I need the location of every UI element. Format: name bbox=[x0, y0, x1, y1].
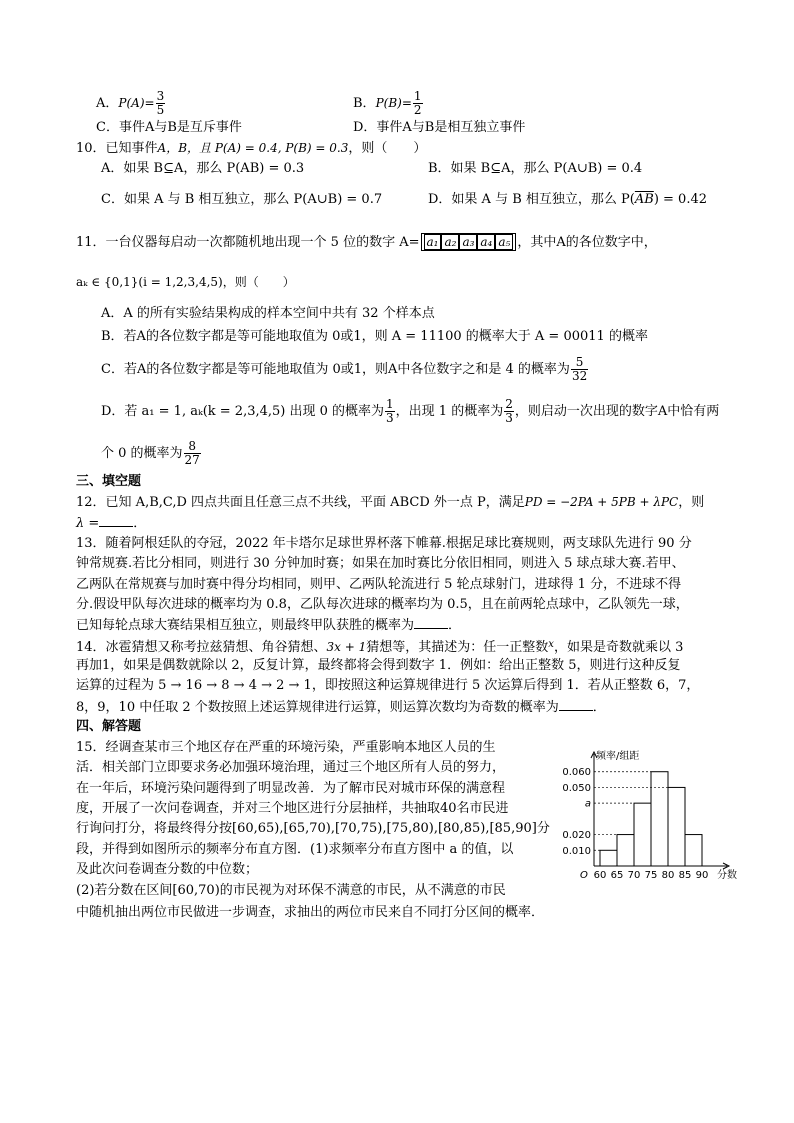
y-tick-label: 0.060 bbox=[562, 767, 591, 779]
numerator: 1 bbox=[386, 397, 394, 411]
q14-line: 运算的过程为 5 → 16 → 8 → 4 → 2 → 1，即按照这种运算规律进行 5 次运算后得到 1．若从正整数 6，7， bbox=[76, 678, 700, 693]
denominator: 3 bbox=[386, 411, 394, 425]
q15-line: 中随机抽出两位市民做进一步调查，求抽出的两位市民来自不同打分区间的概率． bbox=[76, 905, 545, 920]
answer-blank[interactable] bbox=[559, 698, 593, 711]
histogram-bar bbox=[634, 803, 651, 866]
q12-text-end: ，则 bbox=[678, 495, 705, 510]
fraction bbox=[504, 398, 514, 425]
q13-line: 已知每轮点球大赛结果相互独立，则最终甲队获胜的概率为 ． bbox=[76, 618, 462, 633]
q11-condition: aₖ ∈ {0,1}(i = 1,2,3,4,5)，则（ ） bbox=[76, 275, 295, 289]
q15-line: 及此次问卷调查分数的中位数； bbox=[76, 862, 259, 877]
q10-stem-prefix: 10．已知事件 bbox=[76, 141, 158, 156]
numerator: 2 bbox=[505, 397, 513, 411]
option-label: B． bbox=[353, 96, 376, 111]
q15-line: 度，开展了一次问卷调查，并对三个地区进行分层抽样，共抽取40名市民进 bbox=[76, 801, 509, 816]
q12-line1 bbox=[76, 493, 704, 512]
q10-stem-suffix: ，则（ ） bbox=[348, 141, 427, 156]
q10-option-b[interactable]: B．如果 B⊆A，那么 P(A∪B) = 0.4 bbox=[428, 161, 643, 176]
q13-line: 钟常规赛.若比分相同，则进行 30 分钟加时赛；如果在加时赛比分依旧相同，则进入 5 球点球大赛.若甲、 bbox=[76, 556, 685, 571]
q14-text: ，如果是奇数就乘以 3 bbox=[553, 640, 684, 655]
x-axis-label: 分数 bbox=[717, 870, 737, 881]
denominator: 5 bbox=[156, 103, 165, 117]
y-tick-label: 0.050 bbox=[562, 782, 591, 794]
denominator: 32 bbox=[571, 369, 588, 383]
q10-option-d[interactable] bbox=[428, 191, 707, 209]
fraction bbox=[413, 90, 423, 117]
q9-option-c[interactable]: C．事件A与B是互斥事件 bbox=[96, 120, 242, 135]
section-heading: 四、解答题 bbox=[76, 719, 142, 734]
answer-blank[interactable] bbox=[414, 616, 448, 629]
q15-line: 在一年后，环境污染问题得到了明显改善．为了解市民对城市环保的满意程 bbox=[76, 781, 506, 796]
q12-text: 12．已知 A,B,C,D 四点共面且任意三点不共线，平面 ABCD 外一点 P，满足 bbox=[76, 495, 525, 510]
q13-text: 已知每轮点球大赛结果相互独立，则最终甲队获胜的概率为 bbox=[76, 618, 415, 633]
x-tick-label: 90 bbox=[695, 870, 709, 881]
q10-stem bbox=[76, 139, 426, 158]
y-tick-label: a bbox=[584, 798, 591, 810]
q14-text: 8，9，10 中任取 2 个数按照上述运算规律进行运算，则运算次数均为奇数的概率为 bbox=[76, 700, 559, 715]
q13-line: 分.假设甲队每次进球的概率均为 0.8，乙队每次进球的概率均为 0.5，且在前两轮点球中，乙队领先一球， bbox=[76, 597, 689, 612]
option-text: D．若 a₁ = 1, aₖ(k = 2,3,4,5) 出现 0 的概率为 bbox=[101, 404, 385, 419]
q14-line: 再加1，如果是偶数就除以 2，反复计算，最终都将会得到数字 1．例如：给出正整数 5，则进行这种反复 bbox=[76, 658, 681, 673]
option-text: ，则启动一次出现的数字A中恰有两 bbox=[514, 404, 720, 419]
q14-line bbox=[76, 636, 683, 657]
q11-option-a[interactable]: A．A 的所有实验结果构成的样本空间中共有 32 个样本点 bbox=[101, 306, 435, 321]
fraction bbox=[571, 356, 588, 383]
digit-box: a₁ bbox=[424, 234, 442, 250]
numerator: 1 bbox=[413, 89, 422, 103]
q9-option-d[interactable]: D．事件A与B是相互独立事件 bbox=[353, 120, 526, 135]
denominator: 27 bbox=[184, 453, 200, 467]
histogram-bar bbox=[651, 772, 668, 866]
q10-stem-math: A，B，且 P(A) = 0.4, P(B) = 0.3 bbox=[157, 141, 349, 155]
numerator: 8 bbox=[184, 440, 201, 454]
q11-stem-a: 11．一台仪器每启动一次都随机地出现一个 5 位的数字 A= bbox=[76, 235, 420, 250]
q13-line: 13．随着阿根廷队的夺冠，2022 年卡塔尔足球世界杯落下帷幕.根据足球比赛规则，两支球队先进行 90 分 bbox=[76, 536, 692, 551]
x-tick-label: 85 bbox=[678, 870, 692, 881]
q11-stem-b: ，其中A的各位数字中， bbox=[517, 235, 657, 250]
q9-option-a[interactable] bbox=[96, 90, 166, 117]
denominator: 2 bbox=[413, 103, 422, 117]
fraction bbox=[385, 398, 395, 425]
histogram-bar bbox=[600, 850, 617, 866]
q10-option-a[interactable]: A．如果 B⊆A，那么 P(AB) = 0.3 bbox=[101, 161, 305, 176]
digit-box: a₂ bbox=[441, 234, 459, 250]
digit-boxes bbox=[421, 233, 517, 251]
q14-math: 3x + 1 bbox=[326, 640, 367, 654]
y-axis-label: 频率/组距 bbox=[596, 751, 640, 762]
denominator: 3 bbox=[505, 411, 513, 425]
y-tick-label: 0.020 bbox=[562, 830, 591, 842]
y-tick-label: 0.010 bbox=[562, 845, 591, 857]
digit-box: a₅ bbox=[495, 234, 513, 250]
q14-line: 8，9，10 中任取 2 个数按照上述运算规律进行运算，则运算次数均为奇数的概率为 ． bbox=[76, 700, 606, 715]
complement-events: $\overline{AB}$ bbox=[634, 192, 654, 207]
q12-lambda: λ = bbox=[76, 516, 100, 531]
fraction bbox=[184, 440, 201, 467]
digit-box: a₄ bbox=[477, 234, 495, 250]
q11-stem bbox=[76, 233, 657, 252]
numerator: 5 bbox=[571, 356, 588, 370]
x-tick-label: 80 bbox=[661, 870, 675, 881]
q12-vector-equation: PD = −2PA + 5PB + λPC bbox=[524, 495, 679, 509]
q12-line2: λ = ． bbox=[76, 516, 147, 531]
histogram-bar bbox=[668, 787, 685, 866]
q11-option-b[interactable]: B．若A的各位数字都是等可能地取值为 0或1，则 A = 11100 的概率大于 A = 00011 的概率 bbox=[101, 329, 648, 344]
q14-text: 14．冰雹猜想又称考拉兹猜想、角谷猜想、 bbox=[76, 640, 327, 655]
option-text-end: ) = 0.42 bbox=[653, 192, 707, 207]
option-math: P(A)= bbox=[118, 96, 155, 110]
option-label: A． bbox=[96, 96, 119, 111]
x-tick-label: 75 bbox=[644, 870, 658, 881]
q11-option-d-cont bbox=[101, 440, 202, 467]
q15-line: 活．相关部门立即要求务必加强环境治理，通过三个地区所有人员的努力， bbox=[76, 760, 506, 775]
x-tick-label: 70 bbox=[627, 870, 641, 881]
histogram-bar bbox=[617, 835, 634, 866]
numerator: 3 bbox=[156, 89, 165, 103]
option-text: C．若A的各位数字都是等可能地取值为 0或1，则A中各位数字之和是 4 的概率为 bbox=[101, 362, 570, 377]
section-heading: 三、填空题 bbox=[76, 474, 142, 489]
option-math: P(B)= bbox=[375, 96, 412, 110]
frequency-histogram bbox=[552, 748, 742, 886]
option-text: D．如果 A 与 B 相互独立，那么 P( bbox=[428, 192, 635, 207]
histogram-bar bbox=[685, 835, 702, 866]
digit-box: a₃ bbox=[459, 234, 477, 250]
fraction bbox=[156, 90, 166, 117]
x-tick-label: 65 bbox=[610, 870, 624, 881]
q13-line: 乙两队在常规赛与加时赛中得分均相同，则甲、乙两队轮流进行 5 轮点球射门，进球得 1 分，不进球不得 bbox=[76, 577, 682, 592]
q14-variable: x bbox=[548, 639, 554, 650]
q14-text: 猜想等，其描述为：任一正整数 bbox=[366, 640, 549, 655]
q15-line: 段，并得到如图所示的频率分布直方图．(1)求频率分布直方图中 a 的值，以 bbox=[76, 842, 514, 857]
origin-label: O bbox=[580, 870, 588, 881]
q10-option-c[interactable]: C．如果 A 与 B 相互独立，那么 P(A∪B) = 0.7 bbox=[101, 192, 383, 207]
q15-line: 15．经调查某市三个地区存在严重的环境污染，严重影响本地区人员的生 bbox=[76, 740, 496, 755]
q15-line: 行询问打分，将最终得分按[60,65),[65,70),[70,75),[75,80),[80,85),[85,90]分 bbox=[76, 821, 550, 836]
option-text: 个 0 的概率为 bbox=[101, 446, 183, 461]
q9-option-b[interactable] bbox=[353, 90, 424, 117]
option-text: ，出现 1 的概率为 bbox=[395, 404, 504, 419]
q11-option-d[interactable] bbox=[101, 398, 719, 425]
q11-option-c[interactable] bbox=[101, 356, 589, 383]
answer-blank[interactable] bbox=[99, 514, 133, 527]
x-tick-label: 60 bbox=[593, 870, 607, 881]
q15-line: (2)若分数在区间[60,70)的市民视为对环保不满意的市民，从不满意的市民 bbox=[76, 883, 506, 898]
